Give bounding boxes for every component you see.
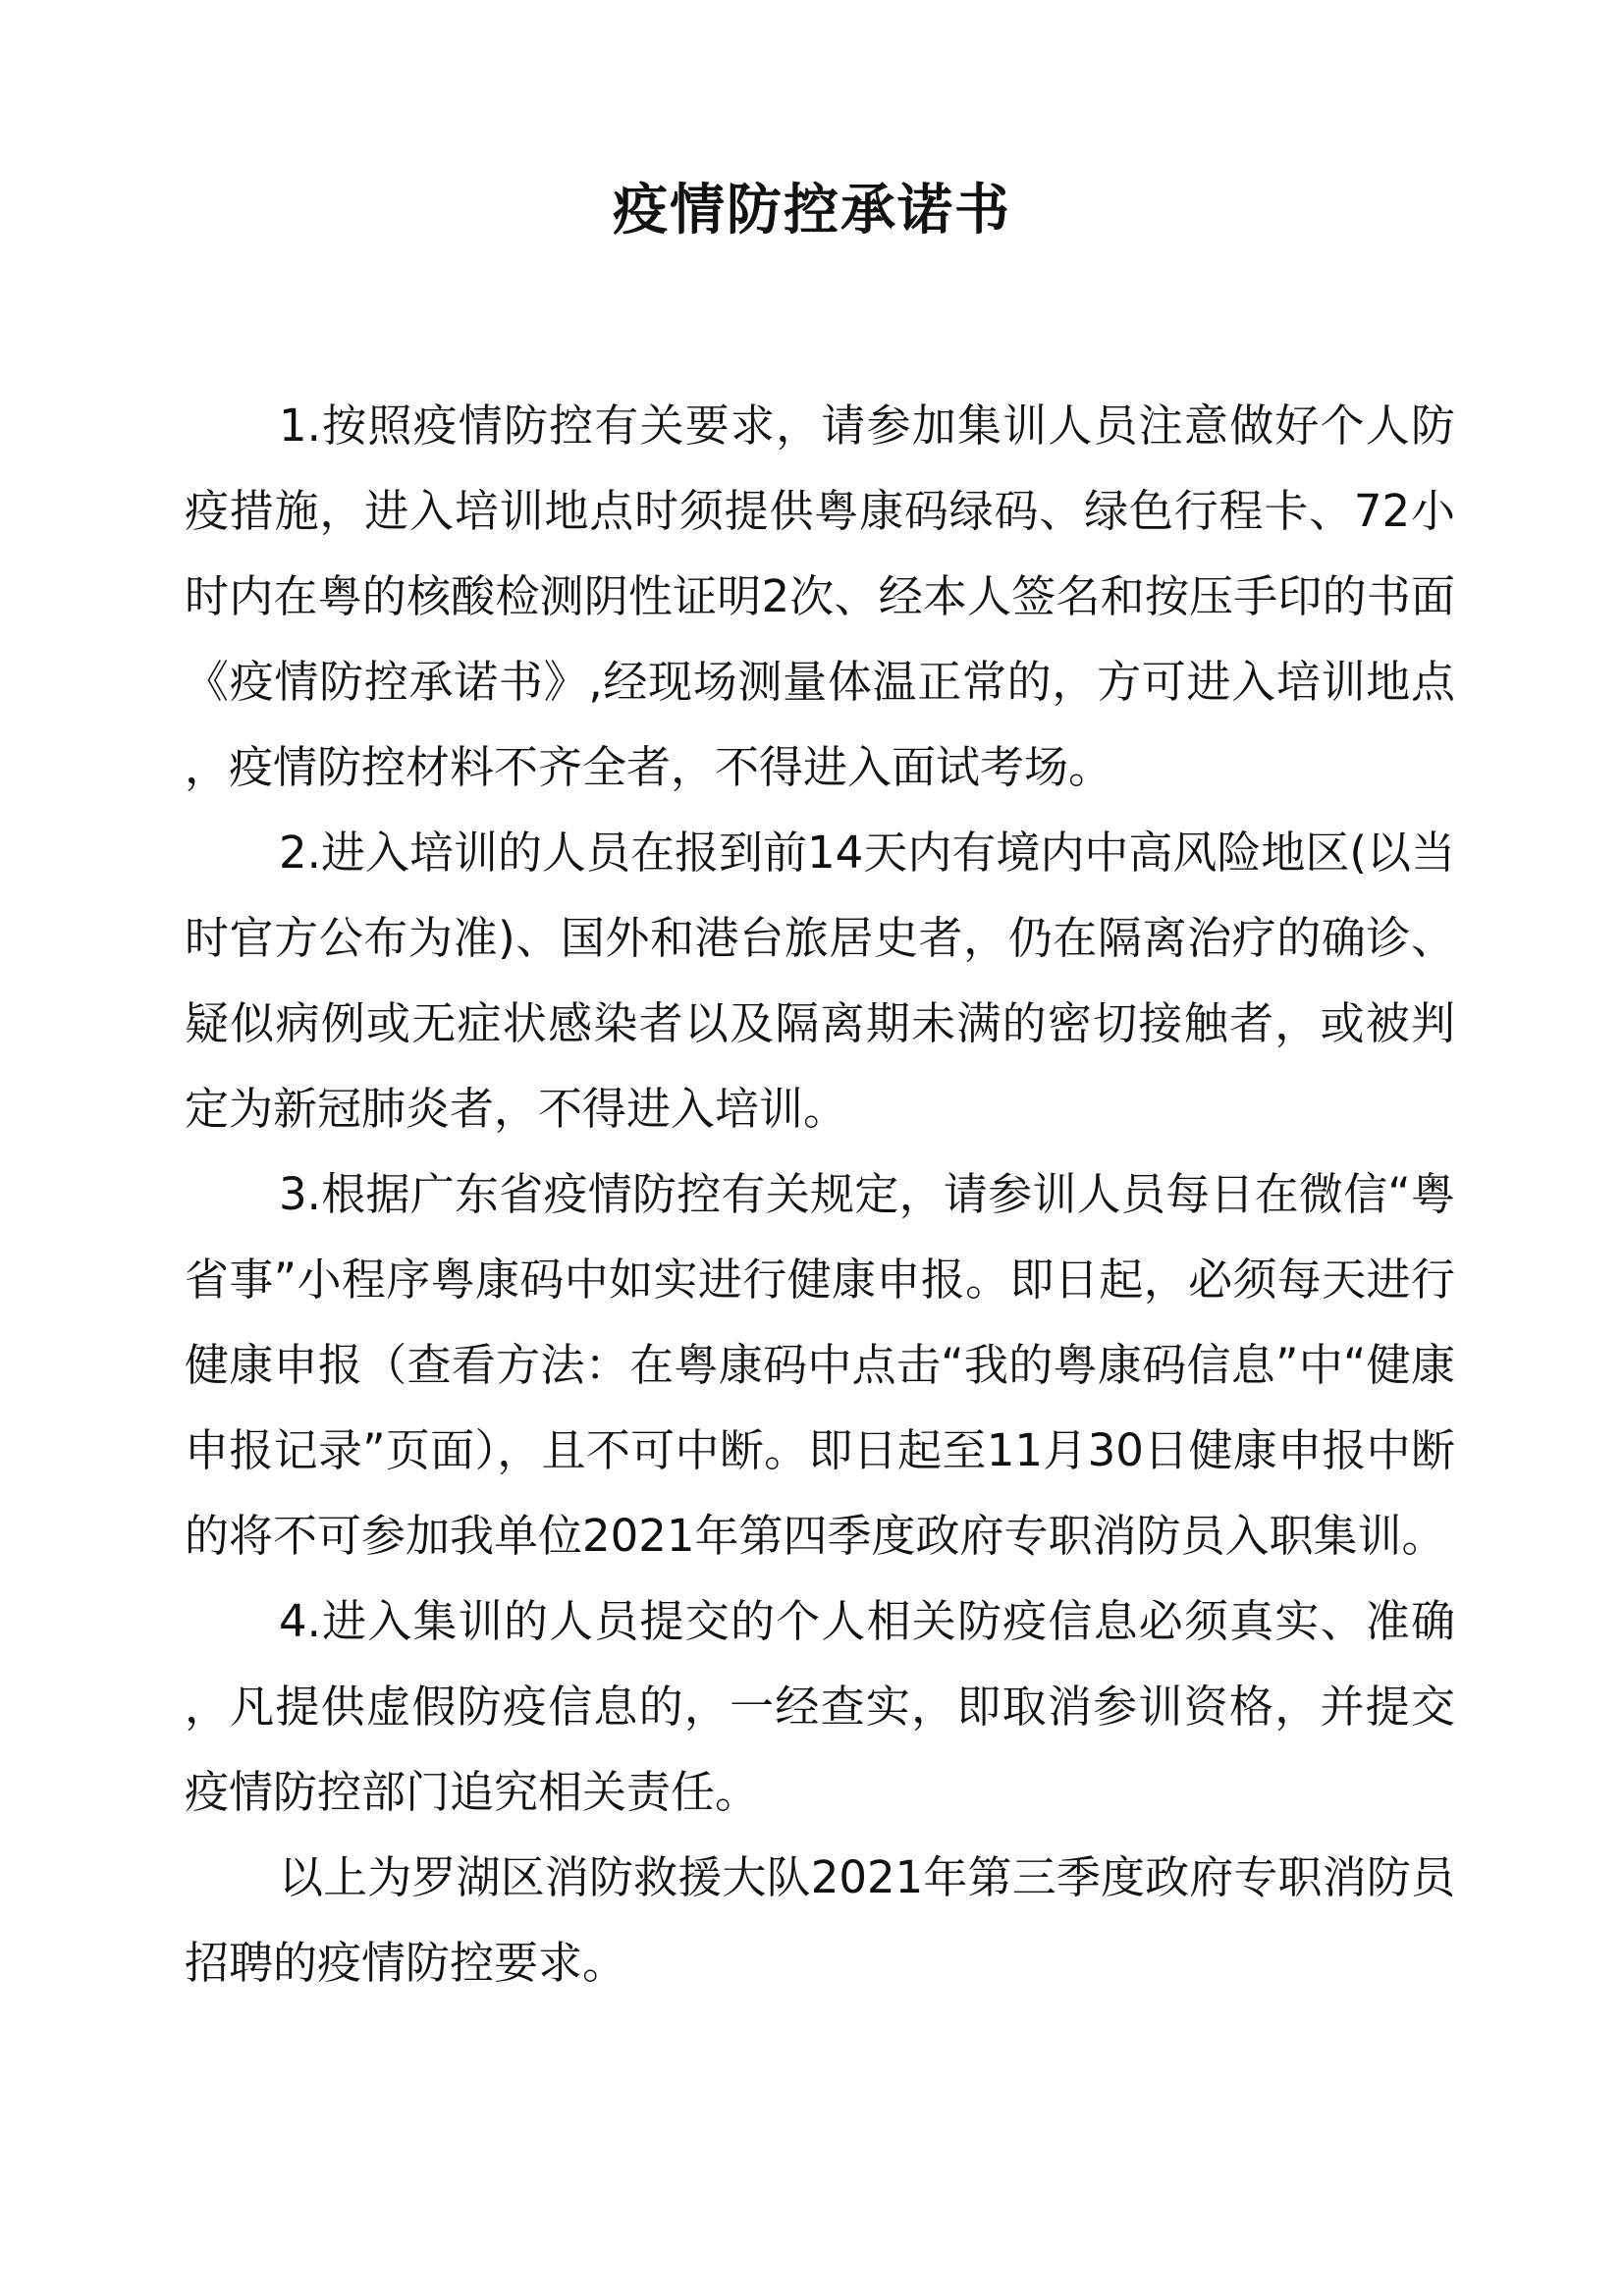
paragraph-3: 3.根据广东省疫情防控有关规定，请参训人员每日在微信“粤省事”小程序粤康码中如实进行健康申报。即日起，必须每天进行健康申报（查看方法：在粤康码中点击“我的粤康码信息”中“健康申报记录”页面），且不可中断。即日起至11月30日健康申报中断的将不可参加我单位2021年第四季度政府专职消防员入职集训。: [185, 1168, 1455, 1562]
document-body: [185, 383, 1455, 2005]
document-title: 疫情防控承诺书: [613, 179, 1011, 242]
paragraph-5: 以上为罗湖区消防救援大队2021年第三季度政府专职消防员招聘的疫情防控要求。: [185, 1851, 1455, 1989]
paragraph-2: 2.进入培训的人员在报到前14天内有境内中高风险地区(以当时官方公布为准)、国外和港台旅居史者，仍在隔离治疗的确诊、疑似病例或无症状感染者以及隔离期未满的密切接触者，或被判定为新冠肺炎者，不得进入培训。: [185, 827, 1455, 1135]
paragraph-1: 1.按照疫情防控有关要求，请参加集训人员注意做好个人防疫措施，进入培训地点时须提供粤康码绿码、绿色行程卡、72小时内在粤的核酸检测阴性证明2次、经本人签名和按压手印的书面《疫情防控承诺书》,经现场测量体温正常的，方可进入培训地点，疫情防控材料不齐全者，不得进入面试考场。: [185, 400, 1455, 793]
paragraph-4: 4.进入集训的人员提交的个人相关防疫信息必须真实、准确，凡提供虚假防疫信息的，一经查实，即取消参训资格，并提交疫情防控部门追究相关责任。: [185, 1595, 1455, 1818]
